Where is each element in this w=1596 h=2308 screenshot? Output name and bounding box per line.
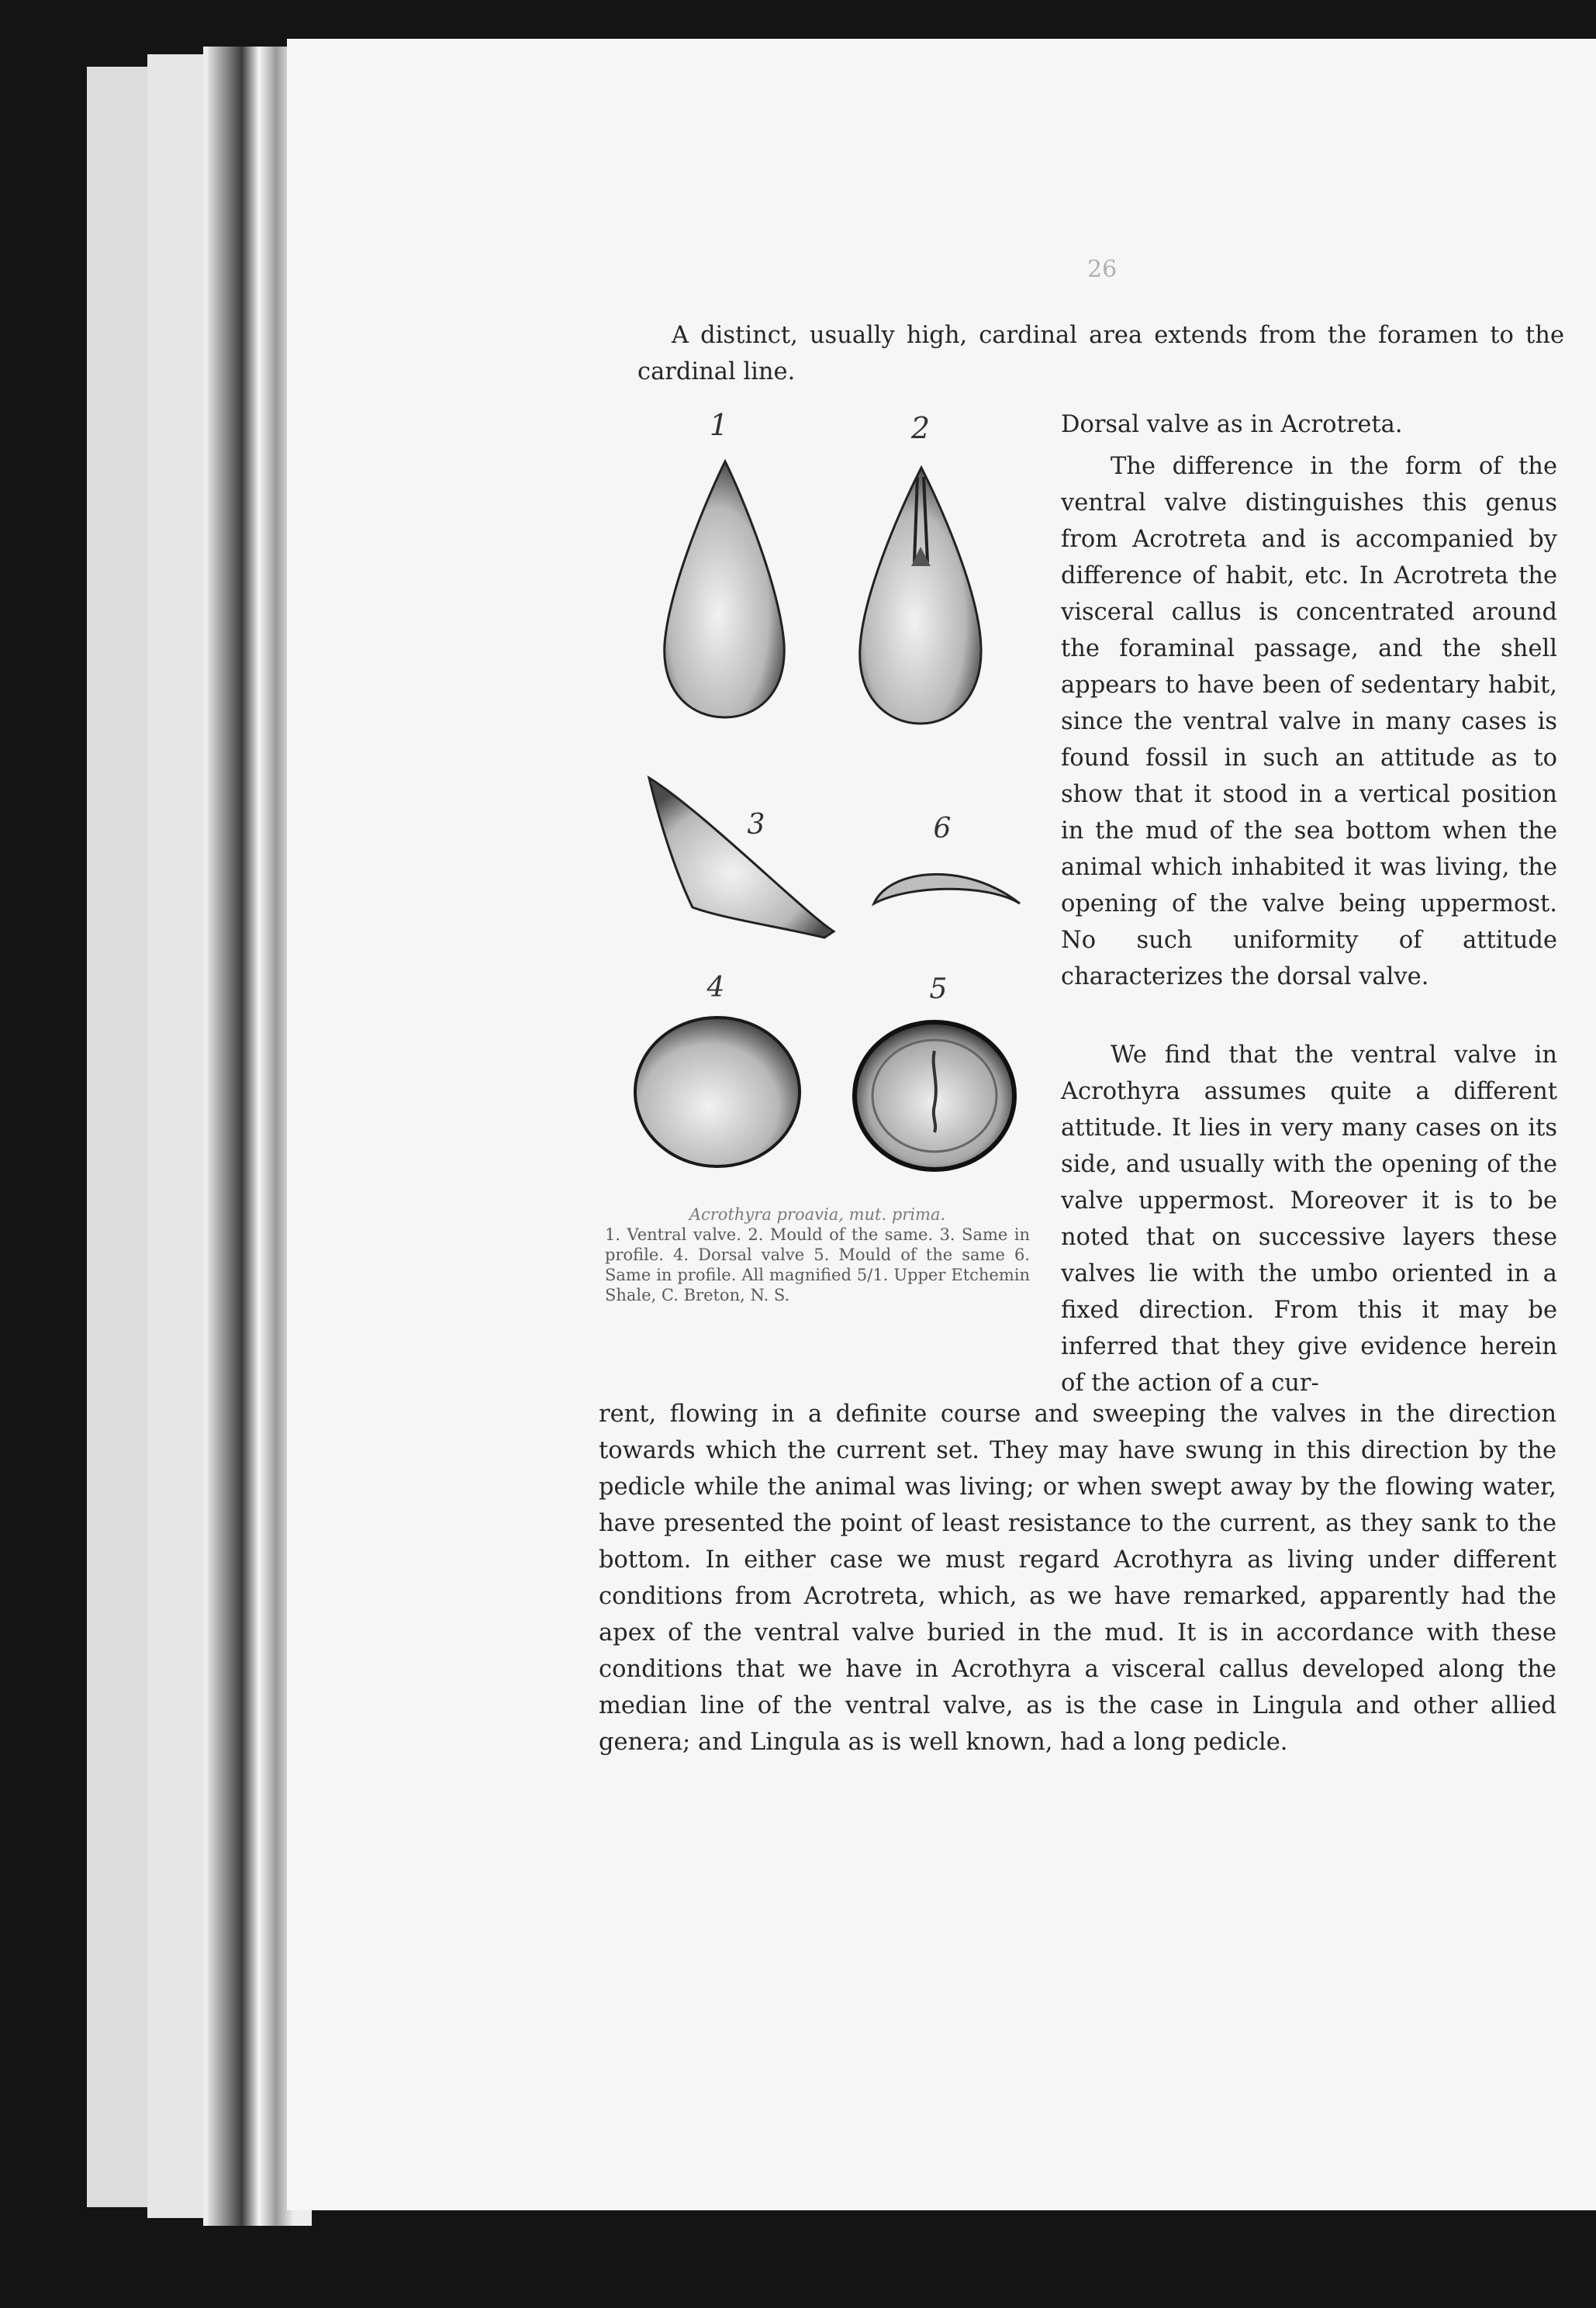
column-paragraph-3: We find that the ventral valve in Acrothyra assumes quite a different attitude. It lies in very many cases on its side, and usually with the opening of the valve uppermost. Moreover it is to be noted that on successive layers these valves lie with the umbo oriented in a fixed direction. From this it may be inferred that they give evidence herein of the action of a cur-	[1061, 1042, 1557, 1397]
column-paragraph-1: Dorsal valve as in Acrotreta.	[1061, 411, 1403, 438]
figure-label-2: 2	[910, 411, 931, 445]
ventral-profile-drawing	[649, 778, 834, 938]
figure-label-5: 5	[929, 973, 948, 1005]
column-paragraph-2: The difference in the form of the ventral valve distinguishes this genus from Acrotreta and is accompanied by difference of habit, etc. In Acrotreta the visceral callus is concentrated around the foraminal passage, and the shell appears to have been of sedentary habit, since the ventral valve in many cases is found fossil in such an attitude as to show that it stood in a vertical position in the mud of the sea bottom when the animal which inhabited it was living, the opening of the valve being uppermost. No such uniformity of attitude characterizes the dorsal valve.	[1061, 453, 1557, 990]
dorsal-valve-drawing	[635, 1018, 800, 1166]
binding-gutter	[208, 47, 293, 2226]
figure-label-6: 6	[933, 813, 952, 845]
figure-label-3: 3	[747, 809, 765, 841]
caption-title: Acrothyra proavia, mut. prima.	[689, 1205, 946, 1224]
page-number: 26	[1087, 256, 1118, 283]
ventral-valve-drawing	[665, 461, 785, 717]
dorsal-profile-drawing	[874, 874, 1020, 904]
opening-paragraph: A distinct, usually high, cardinal area extends from the foramen to the cardinal line.	[637, 322, 1564, 385]
continuation-paragraph: rent, flowing in a definite course and sweeping the valves in the direction towards which the current set. They may have swung in this direction by the pedicle while the animal was living; or when swept away by the flowing water, have presented the point of least resistance to the current, as they sank to the bottom. In either case we must regard Acrothyra as living under different conditions from Acrotreta, which, as we have remarked, apparently had the apex of the ventral valve buried in the mud. It is in accordance with these conditions that we have in Acrothyra a visceral callus developed along the median line of the ventral valve, as is the case in Lingula and other allied genera; and Lingula as is well known, had a long pedicle.	[599, 1401, 1556, 1756]
figure-label-4: 4	[706, 972, 725, 1004]
ventral-mould-drawing	[860, 468, 981, 724]
figure-label-1: 1	[709, 408, 729, 442]
caption-text: 1. Ventral valve. 2. Mould of the same. 3. Same in profile. 4. Dorsal valve 5. Mould of the same 6. Same in profile. All magnified 5/1. Upper Etchemin Shale, C. Breton, N. S.	[605, 1225, 1030, 1304]
figure-caption	[605, 1204, 1030, 1305]
fossil-drawings	[601, 407, 1031, 1198]
fossil-figure	[601, 407, 1031, 1198]
